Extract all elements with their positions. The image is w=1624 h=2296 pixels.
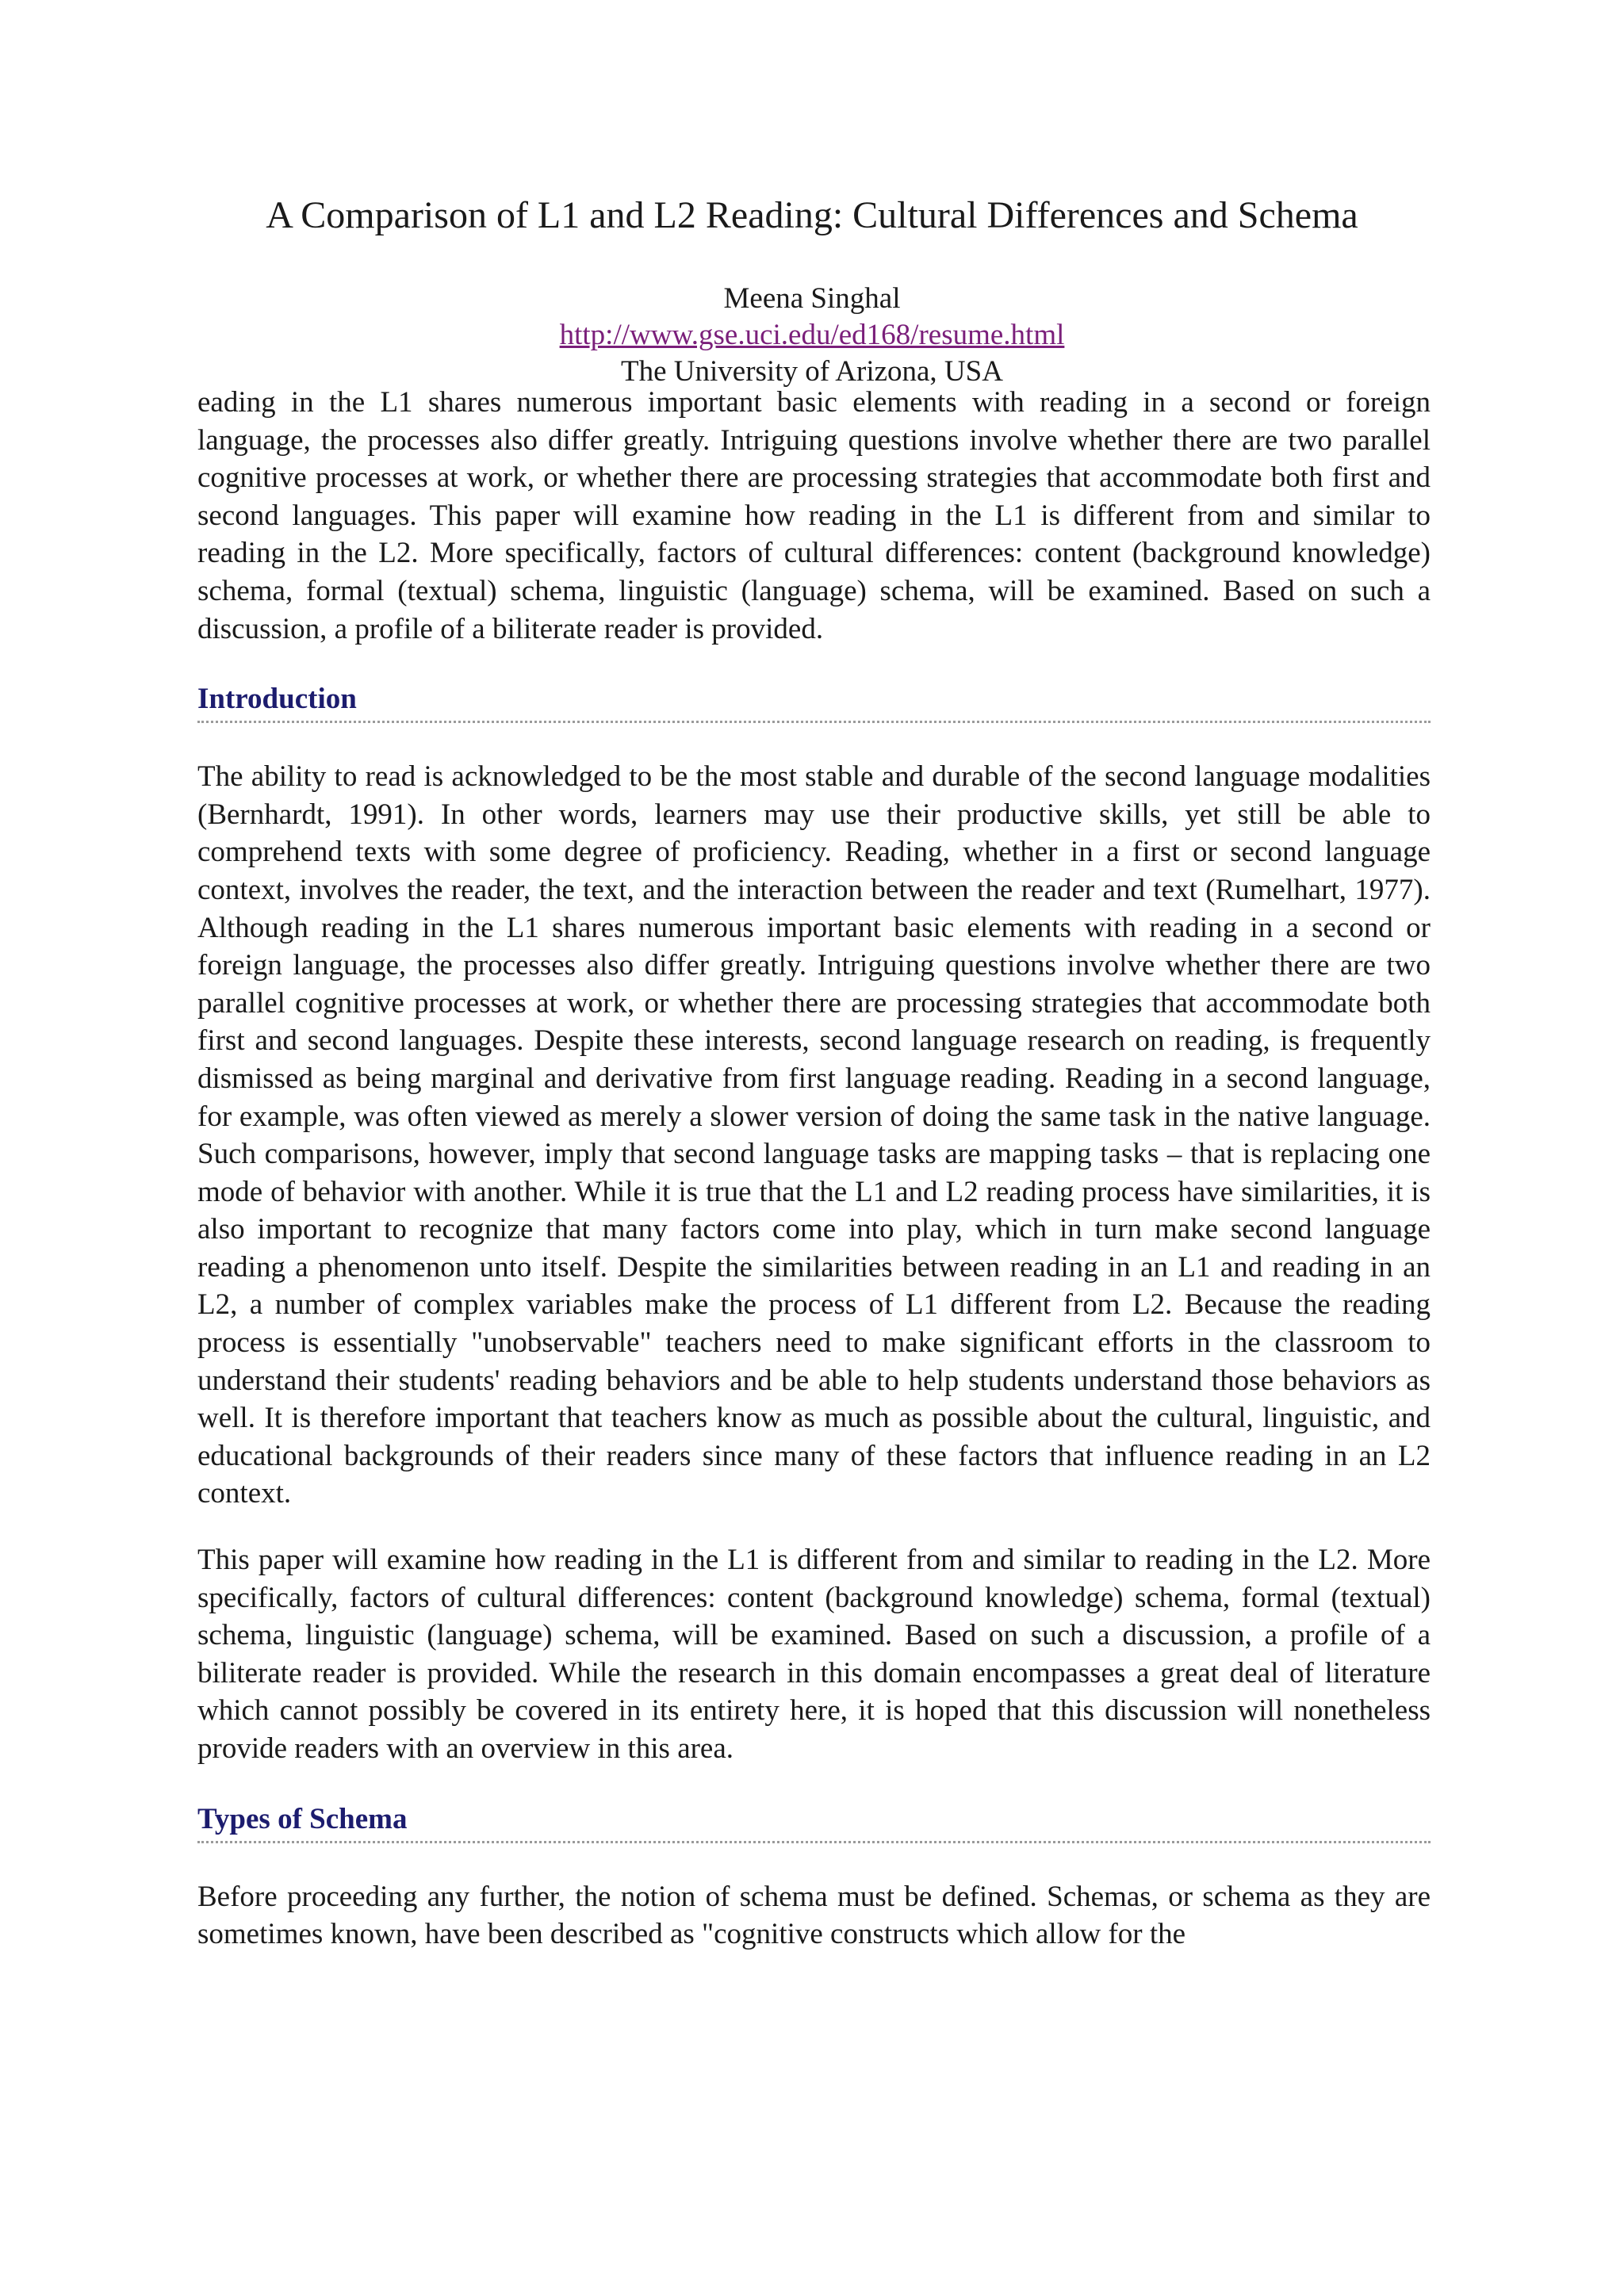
abstract-paragraph: eading in the L1 shares numerous important basic elements with reading in a second or foreign language, the processes also differ greatly. Intriguing questions involve whether there are two parallel cognitive processes at work, or whether there are processing strategies that accommodate both first and second languages. This paper will examine how reading in the L1 is different from and similar to reading in the L2. More specifically, factors of cultural differences: content (background knowledge) schema, formal (textual) schema, linguistic (language) schema, will be examined. Based on such a discussion, a profile of a biliterate reader is provided. [197,386,1431,645]
section-heading-types-of-schema: Types of Schema [197,1802,408,1835]
section-heading-introduction: Introduction [197,683,357,716]
author-name: Meena Singhal [723,282,901,315]
introduction-paragraph-2: This paper will examine how reading in the L1 is different from and similar to reading in the L2. More specifically, factors of cultural differences: content (background knowledge) schema, formal (textual) schema, linguistic (language) schema, will be examined. Based on such a discussion, a profile of a biliterate reader is provided. While the research in this domain encompasses a great deal of literature which cannot possibly be covered in its entirety here, it is hoped that this discussion will nonetheless provide readers with an overview in this area. [197,1544,1431,1765]
section-introduction [197,681,1431,1767]
document-header [0,190,1624,390]
introduction-paragraph-1: The ability to read is acknowledged to be the most stable and durable of the second language modalities (Bernhardt, 1991). In other words, learners may use their productive skills, yet still be able to comprehend texts with some degree of proficiency. Reading, whether in a first or second language context, involves the reader, the text, and the interaction between the reader and text (Rumelhart, 1977). Although reading in the L1 shares numerous important basic elements with reading in a second or foreign language, the processes also differ greatly. Intriguing questions involve whether there are two parallel cognitive processes at work, or whether there are processing strategies that accommodate both first and second languages. Despite these interests, second language research on reading, is frequently dismissed as being marginal and derivative from first language reading. Reading in a second language, for example, was often viewed as merely a slower version of doing the same task in the native language. Such comparisons, however, imply that second language tasks are mapping tasks – that is replacing one mode of behavior with another. While it is true that the L1 and L2 reading process have similarities, it is also important to recognize that many factors come into play, which in turn make second language reading a phenomenon unto itself. Despite the similarities between reading in an L1 and reading in an L2, a number of complex variables make the process of L1 different from L2. Because the reading process is essentially "unobservable" teachers need to make significant efforts in the classroom to understand their students' reading behaviors and be able to help students understand those behaviors as well. It is therefore important that teachers know as much as possible about the cultural, linguistic, and educational backgrounds of their readers since many of these factors that influence reading in an L2 context. [197,760,1431,1510]
document-title: A Comparison of L1 and L2 Reading: Cultural Differences and Schema [266,194,1358,236]
types-of-schema-paragraph-1: Before proceeding any further, the notion of schema must be defined. Schemas, or schema as they are sometimes known, have been described as "cognitive constructs which allow for the [197,1880,1431,1951]
section-divider [197,1841,1431,1843]
author-affiliation: The University of Arizona, USA [621,355,1003,388]
document-body [197,384,1431,1954]
section-types-of-schema [197,1801,1431,1954]
section-divider [197,721,1431,723]
author-resume-link[interactable]: http://www.gse.uci.edu/ed168/resume.html [559,319,1065,351]
